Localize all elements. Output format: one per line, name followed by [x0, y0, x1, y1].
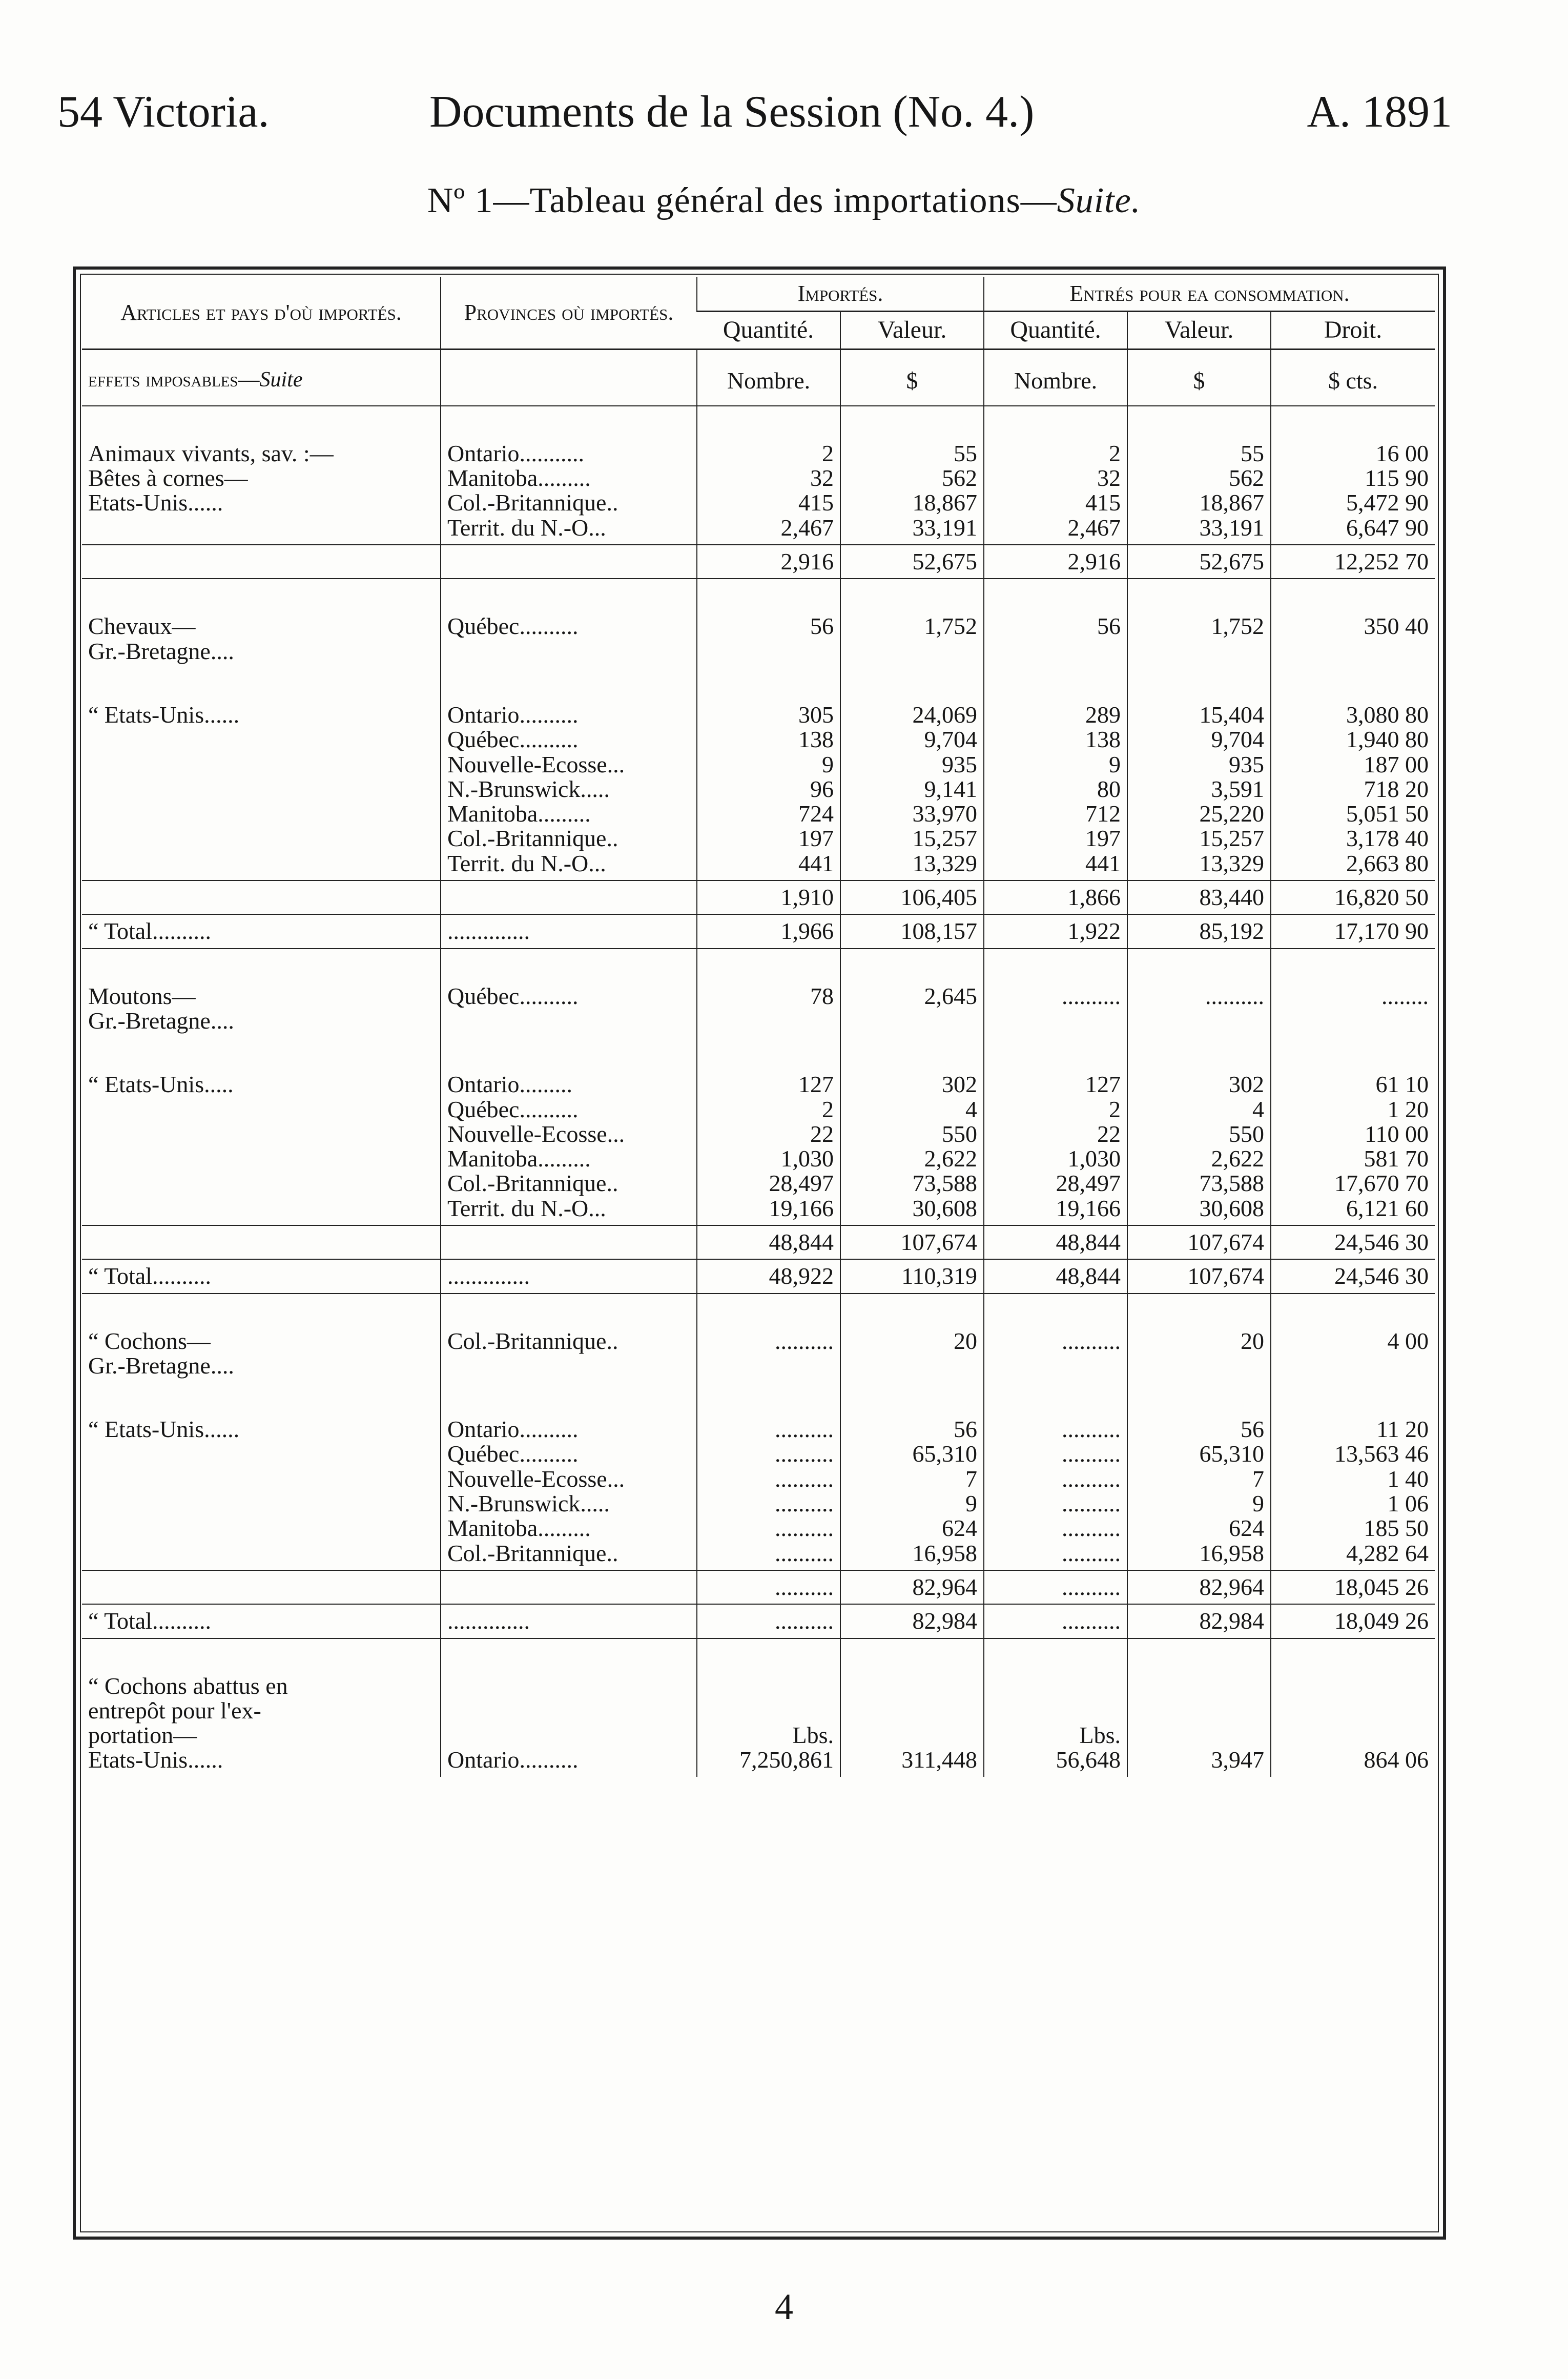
- subtotal-row: [82, 1259, 1435, 1293]
- row-gap: [82, 668, 1435, 699]
- valeur-importes-cell: 311,448: [840, 1670, 984, 1777]
- province-cell: Col.-Britannique..: [441, 1325, 697, 1383]
- col-droit: Droit.: [1271, 312, 1435, 349]
- subtotal-row: [82, 880, 1435, 914]
- quantite-entres-cell: 127 2 22 1,030 28,497 19,166: [984, 1068, 1127, 1225]
- droit-cell: 18,045 26: [1271, 1570, 1435, 1604]
- droit-cell: 17,170 90: [1271, 914, 1435, 948]
- province-cell: Ontario.......... Québec.......... Nouvelle-Ecosse... N.-Brunswick..... Manitoba......... Col.-Britannique.. Territ. du N.-O...: [441, 699, 697, 880]
- row-gap: [82, 1382, 1435, 1413]
- droit-cell: 350 40: [1271, 610, 1435, 668]
- header-left: 54 Victoria.: [57, 87, 270, 137]
- articles-cell: “ Total..........: [82, 1604, 441, 1638]
- droit-cell: 4 00: [1271, 1325, 1435, 1383]
- quantite-entres-cell: ..........: [984, 980, 1127, 1038]
- valeur-entres-cell: ..........: [1127, 980, 1271, 1038]
- articles-cell: Chevaux— Gr.-Bretagne....: [88, 613, 234, 664]
- valeur-importes-cell: 56 65,310 7 9 624 16,958: [840, 1413, 984, 1570]
- quantite-entres-cell: 1,922: [984, 914, 1127, 948]
- valeur-entres-cell: 82,984: [1127, 1604, 1271, 1638]
- units-row: [82, 349, 1435, 406]
- unit-provinces: [441, 349, 697, 406]
- quantite-importes-cell: 2 32 415 2,467: [697, 437, 840, 545]
- articles-cell: [82, 880, 441, 914]
- quantite-entres-cell: ..........: [984, 1604, 1127, 1638]
- articles-cell: Moutons— Gr.-Bretagne....: [88, 982, 234, 1034]
- valeur-importes-cell: 106,405: [840, 880, 984, 914]
- province-cell: ..............: [441, 914, 697, 948]
- section-label-text: effets imposables—: [88, 367, 260, 392]
- droit-cell: 3,080 80 1,940 80 187 00 718 20 5,051 50 3,178 40 2,663 80: [1271, 699, 1435, 880]
- valeur-entres-cell: 107,674: [1127, 1225, 1271, 1259]
- table-row: [82, 980, 1435, 1038]
- subtotal-row: [82, 1604, 1435, 1638]
- table-row: [82, 1325, 1435, 1383]
- province-cell: [441, 1570, 697, 1604]
- province-cell: [441, 880, 697, 914]
- valeur-importes-cell: 110,319: [840, 1259, 984, 1293]
- valeur-importes-cell: 24,069 9,704 935 9,141 33,970 15,257 13,329: [840, 699, 984, 880]
- quantite-importes-cell: 305 138 9 96 724 197 441: [697, 699, 840, 880]
- table-title-suite: Suite.: [1057, 181, 1141, 220]
- valeur-importes-cell: 302 4 550 2,622 73,588 30,608: [840, 1068, 984, 1225]
- quantite-importes-cell: Lbs. 7,250,861: [697, 1670, 840, 1777]
- valeur-entres-cell: 52,675: [1127, 545, 1271, 579]
- valeur-importes-cell: 55 562 18,867 33,191: [840, 437, 984, 545]
- valeur-entres-cell: 82,964: [1127, 1570, 1271, 1604]
- row-gap: [82, 406, 1435, 437]
- articles-cell: [82, 1225, 441, 1259]
- province-cell: Ontario.......... Québec.......... Nouvelle-Ecosse... N.-Brunswick..... Manitoba......... Col.-Britannique..: [441, 1413, 697, 1570]
- articles-cell: “ Cochons abattus en entrepôt pour l'ex- portation— Etats-Unis......: [88, 1672, 288, 1773]
- droit-cell: 24,546 30: [1271, 1259, 1435, 1293]
- col-valeur-importes: Valeur.: [840, 312, 984, 349]
- table-row: [82, 1413, 1435, 1570]
- table-row: [82, 699, 1435, 880]
- valeur-entres-cell: 56 65,310 7 9 624 16,958: [1127, 1413, 1271, 1570]
- articles-cell: “ Cochons— Gr.-Bretagne....: [88, 1327, 234, 1379]
- province-cell: [441, 1225, 697, 1259]
- valeur-entres-cell: 107,674: [1127, 1259, 1271, 1293]
- valeur-entres-cell: 3,947: [1127, 1670, 1271, 1777]
- quantite-entres-cell: 289 138 9 80 712 197 441: [984, 699, 1127, 880]
- droit-cell: 864 06: [1271, 1670, 1435, 1777]
- header-right: A. 1891: [1307, 87, 1452, 137]
- droit-cell: 16 00 115 90 5,472 90 6,647 90: [1271, 437, 1435, 545]
- unit-q1: Nombre.: [697, 349, 840, 406]
- valeur-importes-cell: 108,157: [840, 914, 984, 948]
- province-cell: ..............: [441, 1259, 697, 1293]
- unit-d: $ cts.: [1271, 349, 1435, 406]
- droit-cell: 24,546 30: [1271, 1225, 1435, 1259]
- table-title-main: Nº 1—Tableau général des importations—: [427, 181, 1057, 220]
- col-entres: Entrés pour ea consommation.: [984, 277, 1435, 312]
- quantite-importes-cell: 48,844: [697, 1225, 840, 1259]
- header-center: Documents de la Session (No. 4.): [429, 87, 1035, 137]
- province-cell: [441, 545, 697, 579]
- valeur-importes-cell: 52,675: [840, 545, 984, 579]
- row-gap: [82, 579, 1435, 610]
- quantite-importes-cell: 1,966: [697, 914, 840, 948]
- quantite-entres-cell: 48,844: [984, 1259, 1127, 1293]
- valeur-entres-cell: 55 562 18,867 33,191: [1127, 437, 1271, 545]
- province-cell: Québec..........: [441, 610, 697, 668]
- valeur-importes-cell: 82,984: [840, 1604, 984, 1638]
- quantite-importes-cell: .......... .......... .......... .......... .......... ..........: [697, 1413, 840, 1570]
- valeur-entres-cell: 302 4 550 2,622 73,588 30,608: [1127, 1068, 1271, 1225]
- col-valeur-entres: Valeur.: [1127, 312, 1271, 349]
- quantite-entres-cell: .......... .......... .......... .......... .......... ..........: [984, 1413, 1127, 1570]
- unit-v2: $: [1127, 349, 1271, 406]
- subtotal-row: [82, 1570, 1435, 1604]
- droit-cell: ........: [1271, 980, 1435, 1038]
- row-gap: [82, 1037, 1435, 1068]
- section-label-suite: Suite: [259, 367, 303, 392]
- table-title: [0, 180, 1568, 221]
- articles-cell: [82, 1570, 441, 1604]
- quantite-entres-cell: 2 32 415 2,467: [984, 437, 1127, 545]
- row-gap: [82, 1294, 1435, 1325]
- valeur-importes-cell: 82,964: [840, 1570, 984, 1604]
- subtotal-row: [82, 1225, 1435, 1259]
- quantite-importes-cell: 127 2 22 1,030 28,497 19,166: [697, 1068, 840, 1225]
- droit-cell: 12,252 70: [1271, 545, 1435, 579]
- quantite-entres-cell: ..........: [984, 1325, 1127, 1383]
- quantite-importes-cell: 78: [697, 980, 840, 1038]
- section-label: [82, 349, 441, 406]
- col-provinces: Provinces où importés.: [441, 277, 697, 349]
- articles-cell: “ Total..........: [82, 914, 441, 948]
- valeur-entres-cell: 20: [1127, 1325, 1271, 1383]
- quantite-entres-cell: Lbs. 56,648: [984, 1670, 1127, 1777]
- valeur-entres-cell: 15,404 9,704 935 3,591 25,220 15,257 13,329: [1127, 699, 1271, 880]
- quantite-entres-cell: 56: [984, 610, 1127, 668]
- province-cell: Ontario......... Québec.......... Nouvelle-Ecosse... Manitoba......... Col.-Britannique.. Territ. du N.-O...: [441, 1068, 697, 1225]
- quantite-entres-cell: 1,866: [984, 880, 1127, 914]
- quantite-importes-cell: ..........: [697, 1325, 840, 1383]
- quantite-importes-cell: 48,922: [697, 1259, 840, 1293]
- province-cell: Ontario..........: [441, 1670, 697, 1777]
- quantite-importes-cell: ..........: [697, 1604, 840, 1638]
- droit-cell: 16,820 50: [1271, 880, 1435, 914]
- unit-v1: $: [840, 349, 984, 406]
- province-cell: Ontario........... Manitoba......... Col.-Britannique.. Territ. du N.-O...: [441, 437, 697, 545]
- valeur-entres-cell: 85,192: [1127, 914, 1271, 948]
- quantite-importes-cell: 2,916: [697, 545, 840, 579]
- subtotal-row: [82, 914, 1435, 948]
- table-body: [82, 349, 1435, 1777]
- quantite-entres-cell: 48,844: [984, 1225, 1127, 1259]
- articles-cell: “ Total..........: [82, 1259, 441, 1293]
- articles-cell: “ Etats-Unis......: [88, 1416, 240, 1443]
- row-gap: [82, 949, 1435, 980]
- page-number: 4: [775, 2286, 793, 2327]
- table-row: [82, 1068, 1435, 1225]
- quantite-importes-cell: 1,910: [697, 880, 840, 914]
- table-row: [82, 610, 1435, 668]
- col-quantite-entres: Quantité.: [984, 312, 1127, 349]
- province-cell: ..............: [441, 1604, 697, 1638]
- col-importes: Importés.: [697, 277, 984, 312]
- quantite-entres-cell: 2,916: [984, 545, 1127, 579]
- articles-cell: [82, 545, 441, 579]
- quantite-importes-cell: ..........: [697, 1570, 840, 1604]
- articles-cell: “ Etats-Unis......: [88, 701, 240, 728]
- col-quantite-importes: Quantité.: [697, 312, 840, 349]
- unit-q2: Nombre.: [984, 349, 1127, 406]
- table-row: [82, 1670, 1435, 1777]
- col-articles: Articles et pays d'où importés.: [82, 277, 441, 349]
- valeur-entres-cell: 83,440: [1127, 880, 1271, 914]
- articles-cell: Animaux vivants, sav. :— Bêtes à cornes— Etats-Unis......: [88, 440, 334, 516]
- valeur-importes-cell: 20: [840, 1325, 984, 1383]
- valeur-importes-cell: 1,752: [840, 610, 984, 668]
- row-gap: [82, 1638, 1435, 1670]
- quantite-importes-cell: 56: [697, 610, 840, 668]
- droit-cell: 61 10 1 20 110 00 581 70 17,670 70 6,121 60: [1271, 1068, 1435, 1225]
- subtotal-row: [82, 545, 1435, 579]
- valeur-entres-cell: 1,752: [1127, 610, 1271, 668]
- province-cell: Québec..........: [441, 980, 697, 1038]
- imports-table: [82, 277, 1435, 1777]
- quantite-entres-cell: ..........: [984, 1570, 1127, 1604]
- droit-cell: 11 20 13,563 46 1 40 1 06 185 50 4,282 64: [1271, 1413, 1435, 1570]
- valeur-importes-cell: 107,674: [840, 1225, 984, 1259]
- articles-cell: “ Etats-Unis.....: [88, 1071, 234, 1098]
- droit-cell: 18,049 26: [1271, 1604, 1435, 1638]
- valeur-importes-cell: 2,645: [840, 980, 984, 1038]
- table-row: [82, 437, 1435, 545]
